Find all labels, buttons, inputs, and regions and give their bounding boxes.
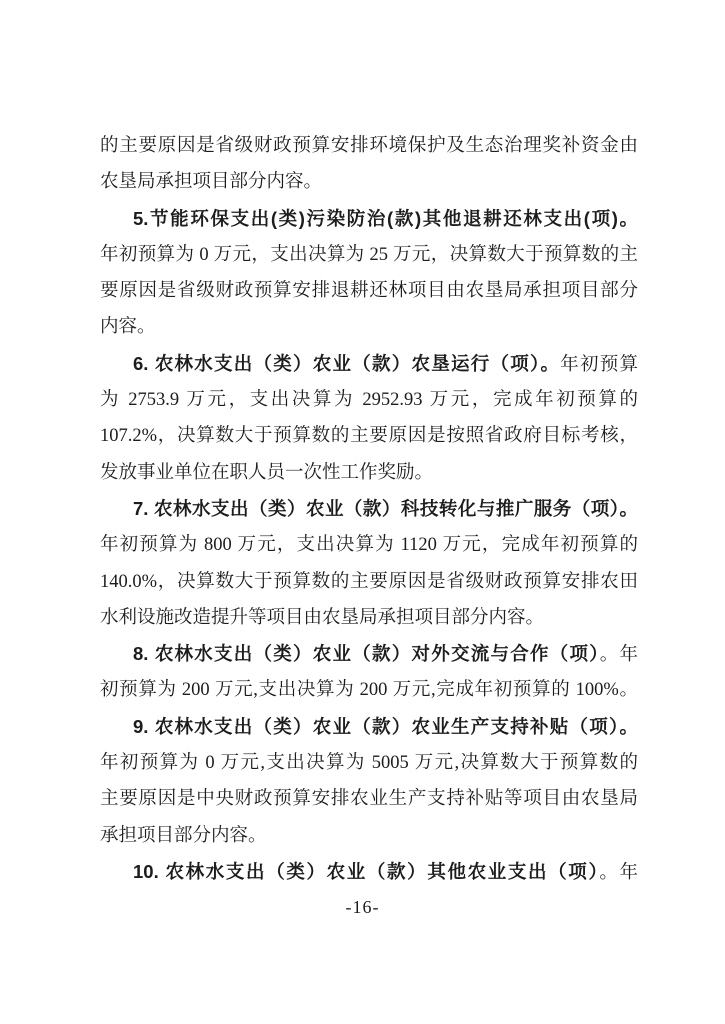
text-line-21	[100, 854, 638, 890]
paragraph-text-segment: 内容。	[100, 317, 156, 338]
paragraph-text-segment: 承担项目部分内容。	[100, 825, 267, 846]
text-line-13	[100, 564, 638, 600]
text-line-1	[100, 128, 638, 164]
text-line-5	[100, 273, 638, 309]
text-line-6	[100, 309, 638, 345]
paragraph-text-segment: 要原因是省级财政预算安排退耕还林项目由农垦局承担项目部分	[100, 281, 638, 302]
paragraph-text-segment: 主要原因是中央财政预算安排农业生产支持补贴等项目由农垦局	[100, 789, 638, 810]
text-line-11	[100, 491, 638, 527]
text-line-9	[100, 418, 638, 454]
paragraph-text-segment: 107.2%，决算数大于预算数的主要原因是按照省政府目标考核，	[100, 426, 638, 447]
paragraph-text-segment: 的主要原因是省级财政预算安排环境保护及生态治理奖补资金由	[100, 136, 638, 156]
text-line-8	[100, 382, 638, 418]
text-line-14	[100, 600, 638, 636]
paragraph-text-segment: 。年	[599, 862, 638, 883]
paragraph-text-segment: 年初预算为 0 万元,支出决算为 5005 万元,决算数大于预算数的	[100, 753, 638, 774]
text-line-17	[100, 709, 638, 745]
paragraph-heading-segment: 9. 农林水支出（类）农业（款）农业生产支持补贴（项）。	[133, 715, 638, 737]
text-line-4	[100, 237, 638, 273]
text-line-16	[100, 672, 638, 708]
paragraph-text-segment: 为 2753.9 万元，支出决算为 2952.93 万元，完成年初预算的	[100, 390, 638, 411]
paragraph-text-segment: 年初预算为 800 万元，支出决算为 1120 万元，完成年初预算的	[100, 535, 638, 556]
text-line-7	[100, 346, 638, 382]
text-line-19	[100, 781, 638, 817]
text-line-18	[100, 745, 638, 781]
paragraph-heading-segment: 5.节能环保支出(类)污染防治(款)其他退耕还林支出(项)。	[133, 207, 638, 229]
text-line-15	[100, 636, 638, 672]
paragraph-text-segment: 140.0%，决算数大于预算数的主要原因是省级财政预算安排农田	[100, 571, 638, 592]
page-body	[100, 128, 638, 890]
paragraph-text-segment: 水利设施改造提升等项目由农垦局承担项目部分内容。	[100, 607, 545, 628]
paragraph-text-segment: 年初预算	[560, 354, 638, 375]
text-line-3	[100, 201, 638, 237]
text-line-10	[100, 455, 638, 491]
paragraph-text-segment: 。年	[599, 645, 638, 666]
paragraph-text-segment: 年初预算为 0 万元，支出决算为 25 万元，决算数大于预算数的主	[100, 244, 638, 265]
paragraph-text-segment: 农垦局承担项目部分内容。	[100, 172, 323, 193]
paragraph-heading-segment: 6. 农林水支出（类）农业（款）农垦运行（项）。	[133, 352, 561, 374]
paragraph-heading-segment: 10. 农林水支出（类）农业（款）其他农业支出（项）	[133, 860, 600, 882]
paragraph-text-segment: 发放事业单位在职人员一次性工作奖励。	[100, 462, 434, 483]
text-line-12	[100, 527, 638, 563]
page-number: -16-	[345, 897, 380, 917]
text-line-20	[100, 818, 638, 854]
paragraph-text-segment: 初预算为 200 万元,支出决算为 200 万元,完成年初预算的 100%。	[100, 680, 638, 701]
text-line-2	[100, 164, 638, 200]
paragraph-heading-segment: 7. 农林水支出（类）农业（款）科技转化与推广服务（项）。	[133, 497, 638, 519]
paragraph-heading-segment: 8. 农林水支出（类）农业（款）对外交流与合作（项）	[133, 643, 600, 665]
